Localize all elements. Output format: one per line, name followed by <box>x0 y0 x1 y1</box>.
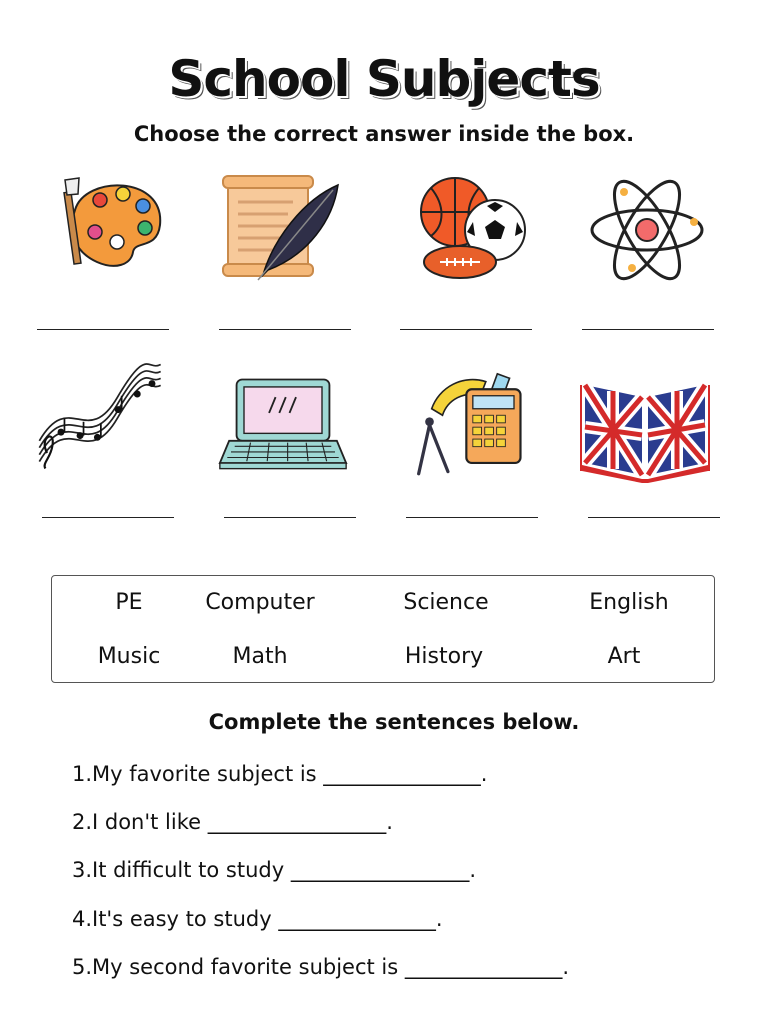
section-title: Complete the sentences below. <box>208 710 580 734</box>
atom-icon <box>582 170 712 290</box>
sentence-number: 5. <box>71 955 92 979</box>
sentence-number: 2. <box>71 810 92 834</box>
calculator-compass-icon <box>410 365 540 485</box>
answer-line-7[interactable] <box>406 517 538 518</box>
answer-line-1[interactable] <box>37 329 169 330</box>
sentence-text: It difficult to study _________________. <box>92 858 477 882</box>
word-option: PE <box>115 590 143 615</box>
answer-line-5[interactable] <box>42 517 174 518</box>
answer-line-6[interactable] <box>224 517 356 518</box>
sentence-text: It's easy to study _______________. <box>92 907 443 931</box>
paint-palette-icon <box>45 170 175 290</box>
sentence-3 <box>68 858 476 882</box>
laptop-icon <box>218 365 348 485</box>
sentence-number: 1. <box>71 762 92 786</box>
answer-line-8[interactable] <box>588 517 720 518</box>
sentence-4 <box>68 907 443 931</box>
sentence-number: 3. <box>71 858 92 882</box>
word-option: History <box>404 644 484 669</box>
word-option: Science <box>403 590 489 615</box>
british-flag-book-icon <box>580 370 710 490</box>
word-option: Art <box>607 644 641 669</box>
sentence-text: My second favorite subject is _______________. <box>92 955 570 979</box>
answer-line-3[interactable] <box>400 329 532 330</box>
music-notes-icon <box>35 360 165 480</box>
word-option: English <box>589 590 669 615</box>
sports-balls-icon <box>405 170 535 290</box>
sentence-5 <box>68 955 569 979</box>
worksheet-title: School Subjects <box>168 50 600 108</box>
sentence-number: 4. <box>71 907 92 931</box>
word-option: Music <box>97 644 161 669</box>
answer-line-2[interactable] <box>219 329 351 330</box>
sentence-2 <box>68 810 393 834</box>
word-bank-box <box>51 575 715 683</box>
sentence-text: My favorite subject is _______________. <box>92 762 488 786</box>
sentence-text: I don't like _________________. <box>92 810 393 834</box>
word-option: Math <box>232 644 288 669</box>
word-option: Computer <box>205 590 315 615</box>
answer-line-4[interactable] <box>582 329 714 330</box>
scroll-quill-icon <box>213 170 343 290</box>
instruction-text: Choose the correct answer inside the box. <box>133 122 635 146</box>
sentence-1 <box>68 762 487 786</box>
